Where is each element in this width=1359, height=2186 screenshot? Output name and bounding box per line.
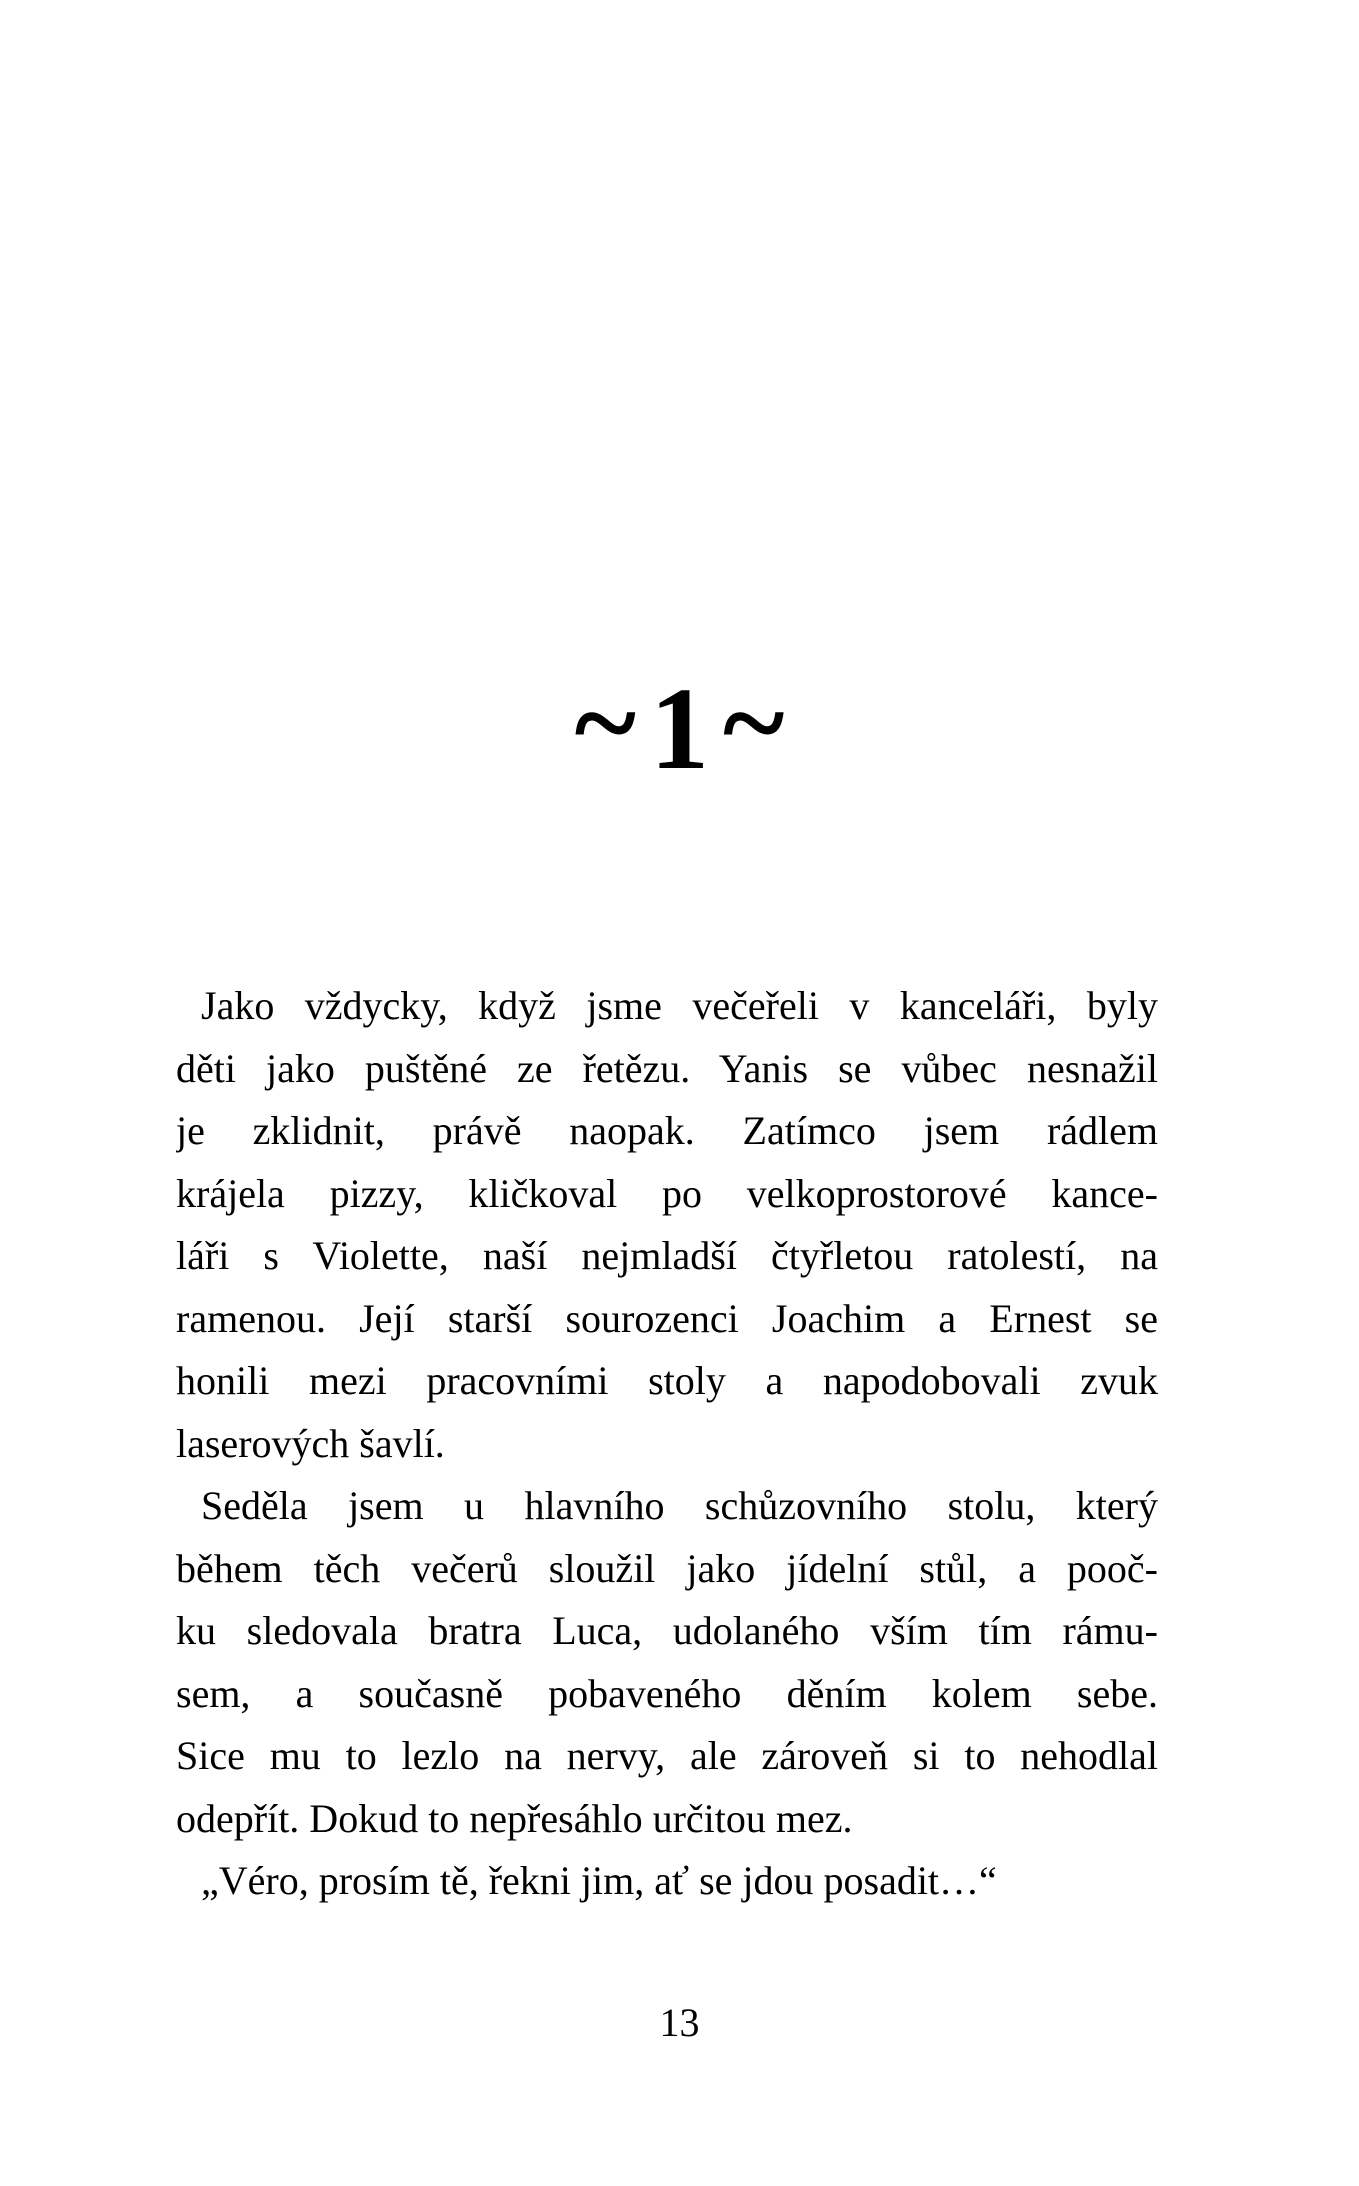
text-line: Seděla jsem u hlavního schůzovního stolu, který	[201, 1483, 1158, 1528]
heading-tilde-ornament-right: ~	[723, 657, 785, 788]
text-line: Jako vždycky, když jsme večeřeli v kanceláři, byly	[201, 983, 1158, 1028]
text-line: ku sledovala bratra Luca, udolaného vším tím rámu-	[176, 1608, 1158, 1653]
text-line: je zklidnit, právě naopak. Zatímco jsem rádlem	[176, 1108, 1158, 1153]
text-line: laserových šavlí.	[176, 1420, 445, 1466]
text-line: láři s Violette, naší nejmladší čtyřletou ratolestí, na	[176, 1233, 1158, 1278]
text-line: Sice mu to lezlo na nervy, ale zároveň si to nehodlal	[176, 1733, 1158, 1778]
text-line: honili mezi pracovními stoly a napodobovali zvuk	[176, 1358, 1158, 1403]
text-line: děti jako puštěné ze řetězu. Yanis se vůbec nesnažil	[176, 1045, 1158, 1091]
page-number: 13	[659, 2000, 700, 2045]
text-line: krájela pizzy, kličkoval po velkoprostorové kance-	[176, 1170, 1158, 1216]
text-line: během těch večerů sloužil jako jídelní stůl, a pooč-	[176, 1545, 1158, 1591]
text-line: ramenou. Její starší sourozenci Joachim a Ernest se	[176, 1295, 1158, 1341]
body-text	[176, 975, 1158, 1913]
heading-tilde-ornament-left: ~	[574, 657, 636, 788]
text-line: sem, a současně pobaveného děním kolem sebe.	[176, 1670, 1158, 1716]
chapter-number: 1	[650, 663, 709, 794]
text-line: odepřít. Dokud to nepřesáhlo určitou mez.	[176, 1795, 853, 1841]
text-line: „Véro, prosím tě, řekni jim, ať se jdou posadit…“	[201, 1858, 997, 1903]
chapter-heading	[0, 657, 1359, 794]
